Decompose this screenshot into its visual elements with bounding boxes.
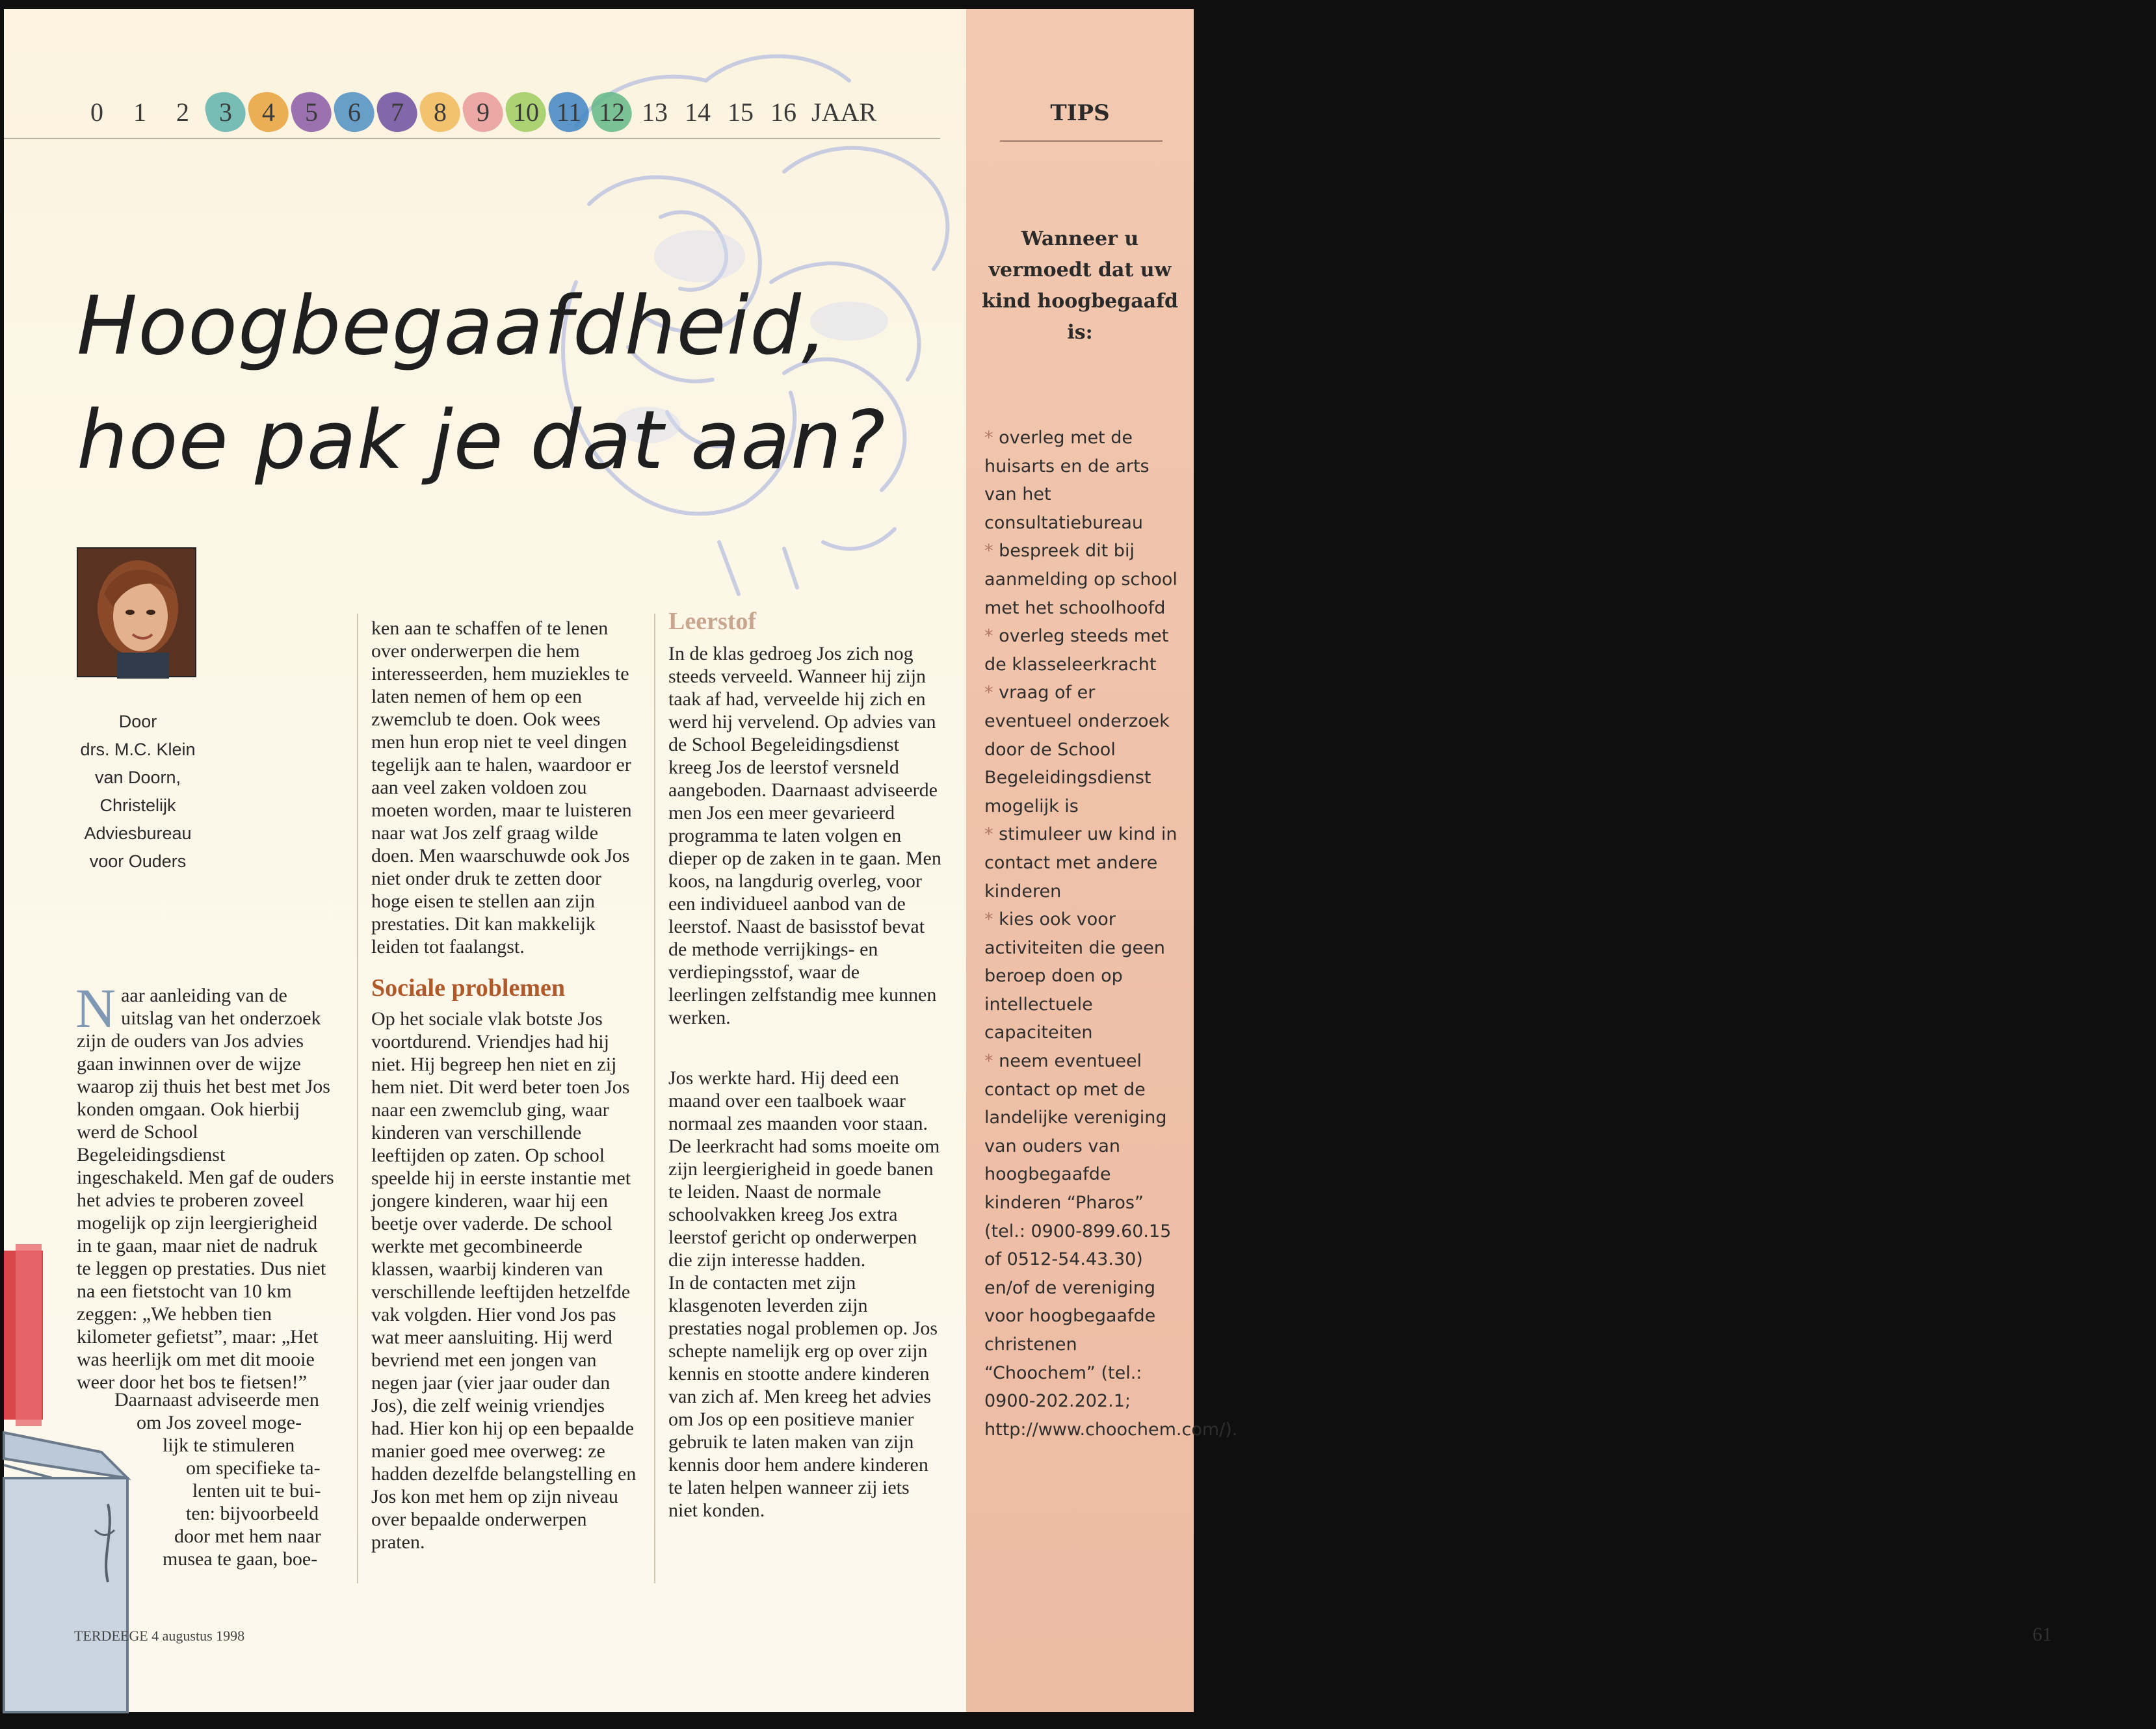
age-scale xyxy=(75,86,876,138)
age-number: 0 xyxy=(90,97,103,127)
age-unit-label: JAAR xyxy=(811,97,877,127)
age-number: 14 xyxy=(685,97,711,127)
age-marker xyxy=(247,87,290,136)
tip-text: stimuleer uw kind in contact met andere kinderen xyxy=(984,824,1177,902)
paragraph-line: lijk te stimuleren xyxy=(163,1435,295,1456)
tip-text: bespreek dit bij aanmelding op school met het schoolhoofd xyxy=(984,541,1177,618)
age-number: 4 xyxy=(262,97,275,127)
bullet-star-icon: * xyxy=(984,682,993,703)
tip-item xyxy=(984,537,1183,622)
article-title xyxy=(77,269,961,498)
tip-item xyxy=(984,905,1183,1047)
tip-text: kies ook voor activiteiten die geen beroep doen op intellectuele capaciteiten xyxy=(984,909,1165,1043)
age-marker xyxy=(547,87,590,136)
paragraph-line: om specifieke ta- xyxy=(186,1457,321,1479)
age-marker xyxy=(204,87,247,136)
author-portrait-image xyxy=(78,549,195,676)
sidebar-heading: Wanneer u vermoedt dat uw kind hoogbegaafd is: xyxy=(981,228,1179,344)
sidebar-label: TIPS xyxy=(1050,100,1110,126)
tip-text: neem eventueel contact op met de landelijke vereniging van ouders van hoogbegaafde kinderen “Pharos” (tel.: 0900-899.60.15 of 0512-54.43.30) en/of de vereniging voor hoogbegaafde christenen “Choochem” (tel.: 0900-202.202.1; http://www.choochem.com/). xyxy=(984,1051,1238,1440)
tip-item xyxy=(984,1047,1238,1444)
bullet-star-icon: * xyxy=(984,626,993,647)
age-marker xyxy=(719,87,762,136)
age-marker xyxy=(161,87,204,136)
author-byline xyxy=(73,708,203,876)
tip-text: overleg met de huisarts en de arts van het consultatiebureau xyxy=(984,428,1150,533)
paragraph-line: Daarnaast adviseerde men xyxy=(114,1389,319,1410)
bullet-star-icon: * xyxy=(984,1051,993,1072)
article-column-3 xyxy=(668,606,941,1522)
author-photo xyxy=(77,547,196,677)
paragraph-line: lenten uit te bui- xyxy=(192,1480,321,1502)
age-marker xyxy=(462,87,505,136)
age-marker xyxy=(633,87,676,136)
age-number: 12 xyxy=(599,97,625,127)
age-marker xyxy=(590,87,633,136)
age-number: 5 xyxy=(305,97,318,127)
age-number: 6 xyxy=(348,97,361,127)
paragraph-line: door met hem naar xyxy=(174,1526,321,1547)
byline-line: van Doorn, xyxy=(94,768,181,787)
byline-line: drs. M.C. Klein xyxy=(80,740,196,759)
paragraph: ken aan te schaffen of te lenen over onderwerpen die hem interesseerden, hem muziekles te laten nemen of hem op een zwemclub te doen. Ook wees men hun erop niet te veel dingen tegelijk aan te halen, waardoor er aan veel zaken voldoen zou moeten worden, maar te luisteren naar wat Jos zelf graag wilde doen. Men waarschuwde ook Jos niet onder druk te zetten door hoge eisen te stellen aan zijn prestaties. Dit kan makkelijk leiden tot faalangst. xyxy=(371,618,632,957)
paragraph-line: ten: bijvoorbeeld xyxy=(186,1503,319,1524)
article-column-2 xyxy=(371,617,638,1554)
drop-cap: N xyxy=(75,977,116,1039)
magazine-page xyxy=(4,9,2052,1712)
article-area xyxy=(4,9,966,1712)
page-number: 61 xyxy=(2032,1624,2052,1645)
age-number: 16 xyxy=(770,97,796,127)
age-marker xyxy=(376,87,419,136)
age-number: 3 xyxy=(219,97,232,127)
paragraph: Jos werkte hard. Hij deed een maand over een taalboek waar normaal zes maanden voor staan. De leerkracht had soms moeite om zijn leergierigheid in goede banen te leiden. Naast de normale schoolvakken kreeg Jos extra leerstof gericht op onderwerpen die zijn interesse hadden. xyxy=(668,1067,940,1271)
tip-item xyxy=(984,820,1183,905)
age-number: 13 xyxy=(642,97,668,127)
age-number: 10 xyxy=(513,97,539,127)
tip-text: vraag of er eventueel onderzoek door de School Begeleidingsdienst mogelijk is xyxy=(984,682,1170,816)
age-number: 15 xyxy=(728,97,754,127)
paragraph-line: om Jos zoveel moge- xyxy=(137,1412,302,1433)
tip-item xyxy=(984,679,1183,820)
age-marker xyxy=(333,87,376,136)
age-number: 11 xyxy=(556,97,582,127)
byline-line: voor Ouders xyxy=(89,852,187,871)
paragraph-line: musea te gaan, boe- xyxy=(163,1548,318,1570)
age-marker xyxy=(290,87,333,136)
age-marker xyxy=(419,87,462,136)
age-marker xyxy=(676,87,719,136)
bullet-star-icon: * xyxy=(984,541,993,562)
tip-text: overleg steeds met de klasseleerkracht xyxy=(984,626,1169,675)
byline-line: Adviesbureau xyxy=(84,824,192,843)
paragraph-text: aar aanleiding van de uitslag van het onderzoek zijn de ouders van Jos advies gaan inwinnen over de wijze waarop zij thuis het best met Jos konden omgaan. Ook hierbij werd de School Begeleidingsdienst ingeschakeld. Men gaf de ouders het advies te proberen zoveel mogelijk op zijn leergierigheid in te gaan, maar niet de nadruk te leggen op prestaties. Dus niet na een fietstocht van 10 km zeggen: „We hebben tien kilometer gefietst”, maar: „Het was heerlijk om met dit mooie weer door het bos te fietsen!” xyxy=(77,985,334,1393)
age-marker xyxy=(75,87,118,136)
bullet-star-icon: * xyxy=(984,909,993,930)
age-number: 1 xyxy=(133,97,146,127)
age-number: 9 xyxy=(477,97,490,127)
header-divider xyxy=(4,138,940,139)
title-line-2: hoe pak je dat aan? xyxy=(77,394,886,488)
section-heading-leerstof: Leerstof xyxy=(668,608,757,635)
column-divider xyxy=(654,614,655,1583)
age-marker xyxy=(505,87,547,136)
byline-line: Door xyxy=(118,712,157,731)
age-marker xyxy=(118,87,161,136)
section-heading-social: Sociale problemen xyxy=(371,974,566,1002)
paragraph: In de contacten met zijn klasgenoten leverden zijn prestaties nogal problemen op. Jos schepte namelijk erg op over zijn kennis en stootte andere kinderen van zich af. Men kreeg het advies om Jos op een positieve manier gebruik te laten maken van zijn kennis door hem andere kinderen te laten helpen wanneer zij iets niet konden. xyxy=(668,1272,938,1521)
byline-line: Christelijk xyxy=(99,796,176,815)
bullet-star-icon: * xyxy=(984,824,993,845)
age-marker xyxy=(762,87,805,136)
paragraph: In de klas gedroeg Jos zich nog steeds verveeld. Wanneer hij zijn taak af had, verveelde hij zich en werd hij vervelend. Op advies van de School Begeleidingsdienst kreeg Jos de leerstof versneld aangeboden. Daarnaast adviseerde men Jos een meer gevarieerd programma te laten volgen en dieper op de zaken in te gaan. Men koos, na langdurig overleg, voor een individueel aanbod van de leerstof. Naast de basisstof bevat de methode verrijkings- en verdiepingsstof, waar de leerlingen zelfstandig mee kunnen werken. xyxy=(668,643,941,1028)
paragraph: Op het sociale vlak botste Jos voortdurend. Vriendjes had hij niet. Hij begreep hen niet en zij hem niet. Dit werd beter toen Jos naar een zwemclub ging, waar kinderen van verschillende leeftijden op zaten. Op school speelde hij in eerste instantie met jongere kinderen, waar hij een beetje over vaderde. De school werkte met gecombineerde klassen, waarbij kinderen van verschillende leeftijden hetzelfde vak volgden. Hier vond Jos pas wat meer aansluiting. Hij werd bevriend met een jongen van negen jaar (vier jaar ouder dan Jos), die zelf weinig vriendjes had. Hier kon hij op een bepaalde manier goed mee overweg: ze hadden dezelfde belangstelling en Jos kon met hem op zijn niveau over bepaalde onderwerpen praten. xyxy=(371,1008,637,1553)
tips-sidebar xyxy=(966,9,2052,1712)
age-number: 7 xyxy=(391,97,404,127)
title-line-1: Hoogbegaafdheid, xyxy=(77,280,828,373)
sidebar-divider xyxy=(1000,140,1163,142)
publication-footer: TERDEEGE 4 augustus 1998 xyxy=(74,1628,245,1644)
column-divider xyxy=(357,614,358,1583)
bullet-star-icon: * xyxy=(984,428,993,448)
tip-item xyxy=(984,622,1183,679)
age-number: 8 xyxy=(434,97,447,127)
tips-list xyxy=(984,424,1238,1444)
tip-item xyxy=(984,424,1183,537)
age-number: 2 xyxy=(176,97,189,127)
